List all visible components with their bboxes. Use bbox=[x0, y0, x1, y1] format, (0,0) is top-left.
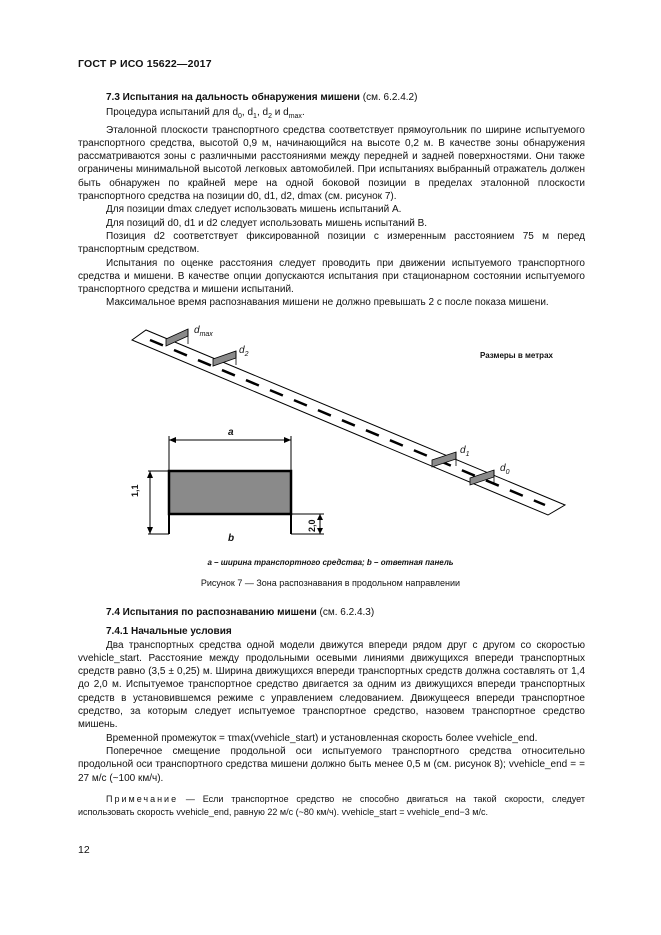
dimension-1-1-label: 1,1 bbox=[130, 484, 140, 497]
dimension-2-0-label: 2,0 bbox=[307, 519, 317, 532]
paragraph: Позиция d2 соответствует фиксированной позиции с измеренным расстоянием 75 м перед транспортным средством. bbox=[78, 230, 585, 256]
section-7-4-title: 7.4 Испытания по распознаванию мишени bbox=[106, 607, 317, 618]
subsection-7-4-1-title: 7.4.1 Начальные условия bbox=[106, 626, 232, 638]
figure-caption: Рисунок 7 — Зона распознавания в продольном направлении bbox=[200, 578, 461, 588]
section-7-4 bbox=[78, 606, 585, 785]
label-b: b bbox=[228, 533, 235, 544]
document-header: ГОСТ Р ИСО 15622—2017 bbox=[78, 58, 212, 70]
label-d0: $d_0$ bbox=[500, 463, 510, 476]
note bbox=[78, 793, 585, 818]
label-d2: $d_2$ bbox=[239, 345, 249, 358]
figure-legend: a – ширина транспортного средства; b – ответная панель bbox=[207, 558, 454, 567]
section-7-3-ref: (см. 6.2.4.2) bbox=[359, 92, 418, 103]
paragraph: Для позиции dmax следует использовать мишень испытаний A. bbox=[106, 204, 402, 216]
section-7-4-ref: (см. 6.2.4.3) bbox=[316, 607, 375, 618]
paragraph: Испытания по оценке расстояния следует проводить при движении испытуемого транспортного средства и мишени. В качестве опции допускаются испытания при стационарном состоянии испытуемого транспортного средства и мишени испытаний. bbox=[78, 257, 585, 296]
paragraph: Для позиций d0, d1 и d2 следует использовать мишень испытаний B. bbox=[106, 217, 428, 229]
paragraph: Максимальное время распознавания мишени не должно превышать 2 с после показа мишени. bbox=[106, 297, 549, 309]
vehicle-cross-section bbox=[169, 471, 291, 514]
note-text: — Если транспортное средство не способно двигаться на такой скорости, следует использовать скорость vvehicle_end, равную 22 м/с (~80 км/ч). vvehicle_start = vvehicle_end−3 м/с. bbox=[78, 794, 585, 817]
paragraph: Процедура испытаний для $d_0$, $d_1$, $d_2$ и $d_{max}$. bbox=[106, 107, 305, 121]
units-note: Размеры в метрах bbox=[480, 351, 553, 360]
section-7-3-title: 7.3 Испытания на дальность обнаружения мишени bbox=[106, 92, 360, 103]
paragraph: Эталонной плоскости транспортного средства соответствует прямоугольник по ширине испытуемого транспортного средства, высотой 0,9 м, начинающийся на высоте 0,2 м. В качестве зоны обнаружения рассматриваются зоны с различными расстояниями между передней и задней поверхностями. Они также ограничены минимальной высотой легковых автомобилей. При испытаниях выбранный отражатель должен быть обнаружен по крайней мере на одной боковой позиции в пределах эталонной плоскости транспортного средства на позиции d0, d1, d2, dmax (см. рисунок 7). bbox=[78, 124, 585, 203]
note-label: Примечание bbox=[106, 794, 179, 804]
paragraph: Поперечное смещение продольной оси испытуемого транспортного средства относительно продольной оси транспортного средства мишени должно быть менее 0,5 м (см. рисунок 8); vvehicle_end = = 27 м/с (~100 км/ч). bbox=[78, 745, 585, 784]
label-dmax: $d_{max}$ bbox=[194, 325, 213, 338]
page-number: 12 bbox=[78, 844, 90, 856]
label-a: a bbox=[228, 427, 234, 438]
paragraph: Временной промежуток = τmax(vvehicle_start) и установленная скорость более vvehicle_end. bbox=[106, 732, 538, 744]
label-d1: $d_1$ bbox=[460, 445, 470, 458]
paragraph: Два транспортных средства одной модели движутся впереди рядом друг с другом со скоростью vvehicle_start. Расстояние между продольными осевыми линиями движущихся впереди транспортных средств равно (3,5 ± 0,25) м. Ширина движущихся впереди транспортных средств должна составлять от 1,4 до 2,0 м. Испытуемое транспортное средство двигается за одним из движущихся впереди транспортных средств в установившемся режиме с управлением следованием. Движущееся впереди транспортное средство, за которым следует испытуемое транспортное средство, назовем транспортное средство мишень. bbox=[78, 639, 585, 731]
